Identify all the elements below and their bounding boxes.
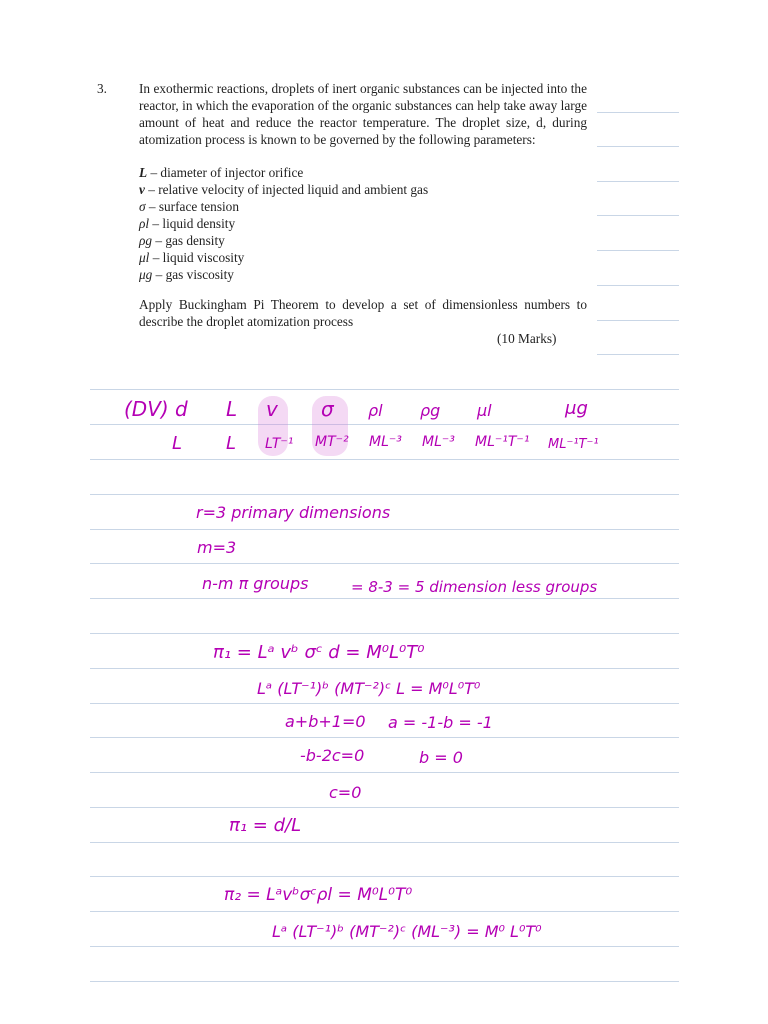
rule-line <box>90 876 679 877</box>
rule-line <box>90 529 679 530</box>
rule-line <box>597 181 679 182</box>
parameter-item <box>139 181 589 198</box>
hw-var-v: v <box>266 397 278 421</box>
parameter-desc: – diameter of injector orifice <box>147 165 304 180</box>
parameter-item <box>139 164 589 181</box>
hw-eq-T: -b-2c=0 <box>300 746 365 765</box>
parameter-item <box>139 266 589 283</box>
rule-line <box>597 354 679 355</box>
parameter-desc: – gas density <box>152 233 225 248</box>
hw-eq-L: a+b+1=0 <box>285 712 366 731</box>
rule-line <box>597 250 679 251</box>
rule-line <box>90 737 679 738</box>
rule-line <box>597 285 679 286</box>
hw-var-L: L <box>226 397 238 421</box>
hw-dim-d: L <box>172 433 183 454</box>
hw-pi1-result: π₁ = d/L <box>229 815 302 836</box>
hw-eq-b-result: b = 0 <box>419 748 463 767</box>
parameter-desc: – surface tension <box>145 199 239 214</box>
hw-dim-L: L <box>226 433 237 454</box>
hw-var-mu-l: μl <box>477 401 492 420</box>
parameter-desc: – gas viscosity <box>152 267 234 282</box>
question-task: Apply Buckingham Pi Theorem to develop a set of dimensionless numbers to describe the droplet atomization process <box>139 297 587 329</box>
hw-var-rho-l: ρl <box>368 401 383 420</box>
parameter-symbol: μl <box>139 250 150 265</box>
hw-dim-sigma: MT⁻² <box>315 434 349 450</box>
parameter-item <box>139 249 589 266</box>
rule-line <box>597 320 679 321</box>
hw-var-dv: (DV) d <box>124 397 188 421</box>
parameter-desc: – liquid density <box>149 216 236 231</box>
hw-pi-groups-count: = 8-3 = 5 dimension less groups <box>351 578 598 596</box>
parameter-desc: – liquid viscosity <box>149 250 245 265</box>
hw-dim-mu-l: ML⁻¹T⁻¹ <box>475 434 530 450</box>
question-intro: In exothermic reactions, droplets of inert organic substances can be injected into the reactor, in which the evaporation of the organic substances can help take away large amount of heat and reduce the reactor temperature. The droplet size, d, during atomization process is known to be governed by the following parameters: <box>139 81 587 147</box>
parameter-desc: – relative velocity of injected liquid and ambient gas <box>144 182 429 197</box>
parameter-symbol: μg <box>139 267 153 282</box>
question-marks: (10 Marks) <box>497 331 557 346</box>
rule-line <box>90 668 679 669</box>
question-number: 3. <box>97 81 107 96</box>
rule-line <box>90 459 679 460</box>
rule-line <box>90 424 679 425</box>
rule-line <box>90 772 679 773</box>
parameter-item <box>139 198 589 215</box>
parameter-item <box>139 215 589 232</box>
rule-line <box>597 215 679 216</box>
hw-dim-rho-l: ML⁻³ <box>369 434 402 450</box>
hw-eq-c-result: c=0 <box>329 783 362 802</box>
hw-var-mu-g: μg <box>565 398 588 419</box>
parameter-symbol: ρg <box>139 233 153 248</box>
rule-line <box>90 946 679 947</box>
rule-line <box>90 633 679 634</box>
rule-line <box>90 842 679 843</box>
rule-line <box>90 807 679 808</box>
parameter-symbol: v <box>139 182 145 197</box>
hw-pi1-substitution: Lᵃ (LT⁻¹)ᵇ (MT⁻²)ᶜ L = M⁰L⁰T⁰ <box>257 679 481 698</box>
hw-pi2-definition: π₂ = Lᵃvᵇσᶜρl = M⁰L⁰T⁰ <box>224 885 413 905</box>
rule-line <box>90 563 679 564</box>
parameter-symbol: L <box>139 165 148 180</box>
hw-var-sigma: σ <box>321 397 334 421</box>
hw-pi1-definition: π₁ = Lᵃ vᵇ σᶜ d = M⁰L⁰T⁰ <box>213 642 425 663</box>
hw-dim-rho-g: ML⁻³ <box>422 434 455 450</box>
hw-m-value: m=3 <box>197 538 237 557</box>
rule-line <box>597 112 679 113</box>
hw-var-rho-g: ρg <box>420 401 441 420</box>
rule-line <box>90 911 679 912</box>
parameter-symbol: σ <box>139 199 146 214</box>
hw-dim-mu-g: ML⁻¹T⁻¹ <box>548 437 599 452</box>
hw-dim-v: LT⁻¹ <box>265 436 294 452</box>
rule-line <box>597 146 679 147</box>
parameter-list <box>139 164 589 283</box>
rule-line <box>90 494 679 495</box>
hw-eq-a-result: a = -1-b = -1 <box>388 713 493 732</box>
rule-line <box>90 981 679 982</box>
parameter-symbol: ρl <box>139 216 150 231</box>
hw-primary-dimensions: r=3 primary dimensions <box>196 503 391 522</box>
hw-pi2-substitution: Lᵃ (LT⁻¹)ᵇ (MT⁻²)ᶜ (ML⁻³) = M⁰ L⁰T⁰ <box>272 922 542 941</box>
rule-line <box>90 703 679 704</box>
parameter-item <box>139 232 589 249</box>
rule-line <box>90 389 679 390</box>
hw-pi-groups: n-m π groups <box>202 574 309 593</box>
rule-line <box>90 598 679 599</box>
